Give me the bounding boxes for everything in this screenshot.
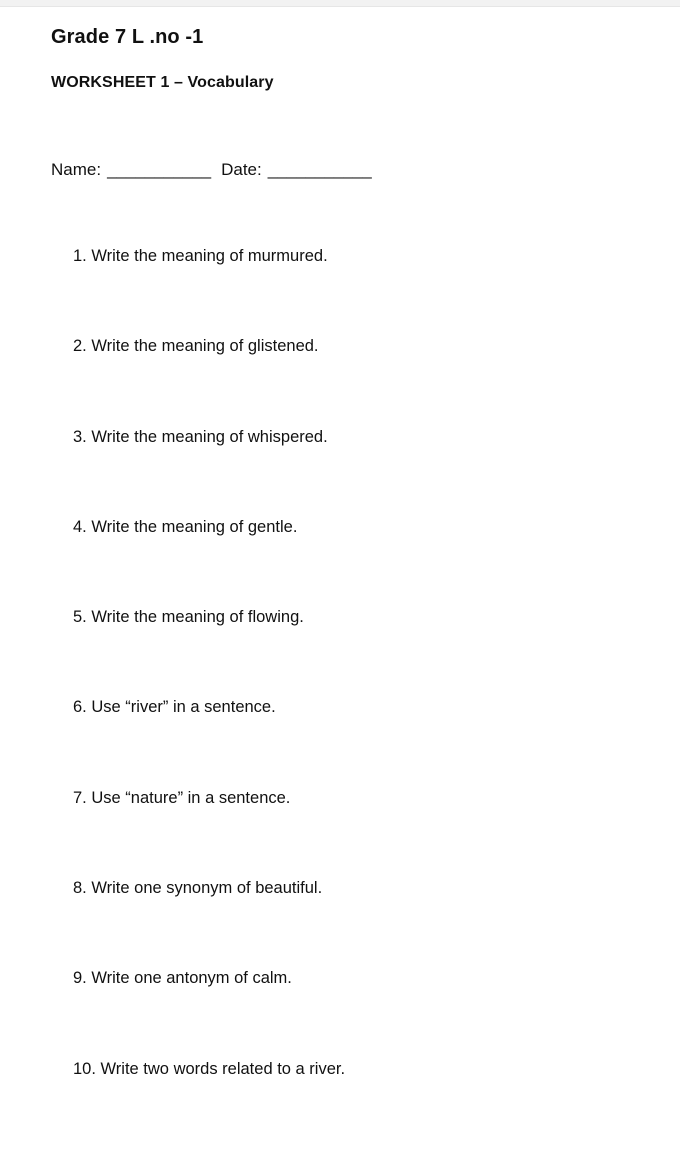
question-number: 5.: [73, 608, 87, 627]
name-label: Name:: [51, 160, 102, 179]
question-text: Write the meaning of gentle.: [91, 517, 298, 536]
question-item: [73, 606, 653, 696]
question-text: Write the meaning of flowing.: [91, 608, 304, 627]
question-text: Write one synonym of beautiful.: [91, 879, 323, 898]
question-text: Write one antonym of calm.: [91, 969, 292, 988]
question-number: 3.: [73, 427, 87, 446]
question-number: 10.: [73, 1059, 96, 1078]
worksheet-subtitle: WORKSHEET 1 – Vocabulary: [51, 74, 274, 91]
question-item: [73, 245, 653, 335]
question-item: [73, 516, 653, 606]
question-text: Write the meaning of murmured.: [91, 247, 328, 265]
question-item: [73, 426, 653, 516]
question-item: [73, 967, 653, 1057]
question-number: 7.: [73, 788, 87, 807]
question-item: [73, 335, 653, 425]
question-text: Write the meaning of glistened.: [91, 337, 319, 356]
question-text: Write two words related to a river.: [100, 1059, 346, 1078]
question-list: [73, 245, 653, 1148]
question-number: 9.: [73, 969, 87, 988]
question-text: Write the meaning of whispered.: [91, 427, 328, 446]
question-item: [73, 696, 653, 786]
date-label: Date:: [221, 160, 262, 179]
question-number: 4.: [73, 517, 87, 536]
question-number: 1.: [73, 247, 87, 265]
student-info-row: [51, 160, 382, 180]
question-number: 2.: [73, 337, 87, 356]
name-blank-line: ___________: [107, 160, 212, 179]
question-text: Use “river” in a sentence.: [91, 698, 276, 717]
question-item: [73, 877, 653, 967]
page-title: Grade 7 L .no -1: [51, 26, 204, 48]
date-blank-line: ___________: [267, 160, 372, 179]
question-number: 8.: [73, 879, 87, 898]
question-item: [73, 787, 653, 877]
question-text: Use “nature” in a sentence.: [91, 788, 291, 807]
question-item: [73, 1058, 653, 1148]
question-number: 6.: [73, 698, 87, 717]
